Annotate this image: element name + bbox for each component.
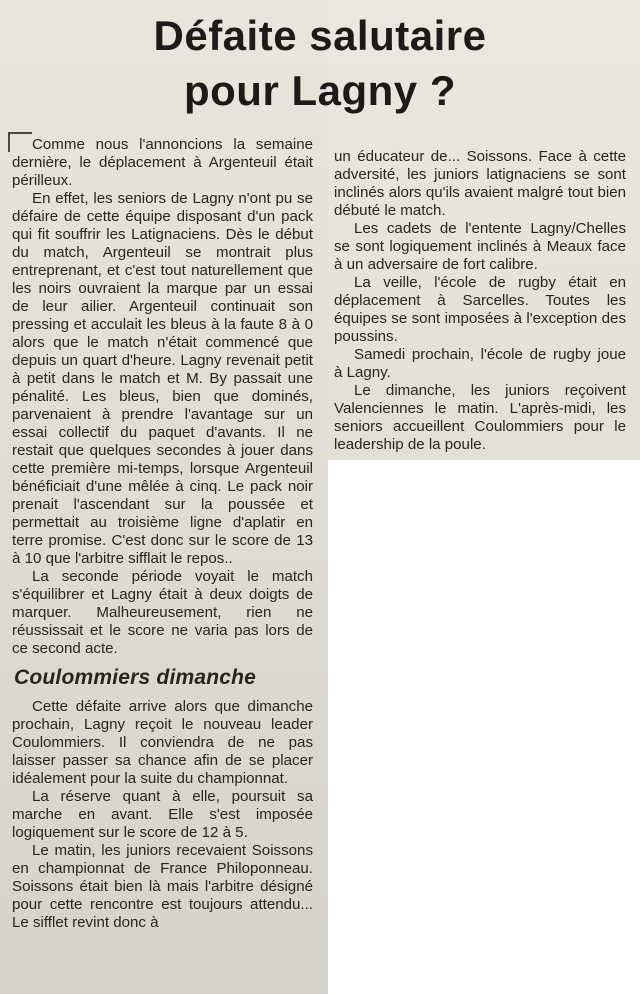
blank-area xyxy=(328,460,640,994)
right-column xyxy=(334,148,626,454)
paragraph: La veille, l'école de rugby était en déplacement à Sarcelles. Toutes les équipes se sont imposées à l'exception des poussins. xyxy=(334,274,626,345)
paragraph: Le dimanche, les juniors reçoivent Valenciennes le matin. L'après-midi, les seniors accueillent Coulommiers pour le leadership de la poule. xyxy=(334,382,626,453)
headline-line-2: pour Lagny ? xyxy=(184,67,456,114)
paragraph-continuation: un éducateur de... Soissons. Face à cette adversité, les juniors latignaciens se sont inclinés alors qu'ils avaient malgré tout bien débuté le match. xyxy=(334,148,626,219)
paragraph: Comme nous l'annoncions la semaine dernière, le déplacement à Argenteuil était périlleux. xyxy=(12,136,313,189)
paragraph: Les cadets de l'entente Lagny/Chelles se sont logiquement inclinés à Meaux face à un adversaire de fort calibre. xyxy=(334,220,626,273)
paragraph: Samedi prochain, l'école de rugby joue à Lagny. xyxy=(334,346,626,381)
left-column xyxy=(12,136,313,932)
paragraph: La réserve quant à elle, poursuit sa marche en avant. Elle s'est imposée logiquement sur le score de 12 à 5. xyxy=(12,788,313,841)
paragraph: Cette défaite arrive alors que dimanche prochain, Lagny reçoit le nouveau leader Coulommiers. Il conviendra de ne pas laisser passer sa chance afin de se placer idéalement pour la suite du championnat. xyxy=(12,698,313,787)
paragraph: Le matin, les juniors recevaient Soissons en championnat de France Philoponneau. Soissons était bien là mais l'arbitre désigné pour cette rencontre est toujours attendu... Le sifflet revint donc à xyxy=(12,842,313,931)
subheading: Coulommiers dimanche xyxy=(14,666,257,689)
article-headline xyxy=(40,8,600,118)
paragraph: La seconde période voyait le match s'équilibrer et Lagny était à deux doigts de marquer. Malheureusement, rien ne réussissait et le score ne varia pas lors de ce second acte. xyxy=(12,568,313,657)
paragraph: En effet, les seniors de Lagny n'ont pu se défaire de cette équipe disposant d'un pack qui fit souffrir les Latignaciens. Dès le début du match, Argenteuil se montrait plus entreprenant, et c'est tout naturellement que les noirs ouvraient la marque par un essai de leur ailier. Argenteuil continuait son pressing et acculait les bleus à la faute 8 à 0 alors que le match n'était commencé que depuis un quart d'heure. Lagny revenait petit à petit dans le match et M. By passait une pénalité. Les bleus, bien que dominés, parvenaient à prendre l'avantage sur un essai collectif du paquet d'avants. Il ne restait que quelques secondes à jouer dans cette première mi-temps, lorsque Argenteuil bénéficiait d'une mêlée à cinq. Le pack noir prenait l'ascendant sur la poussée et permettait au troisième ligne d'aplatir en terre promise. C'est donc sur le score de 13 à 10 que l'arbitre sifflait le repos.. xyxy=(12,190,313,567)
headline-line-1: Défaite salutaire xyxy=(153,12,487,59)
